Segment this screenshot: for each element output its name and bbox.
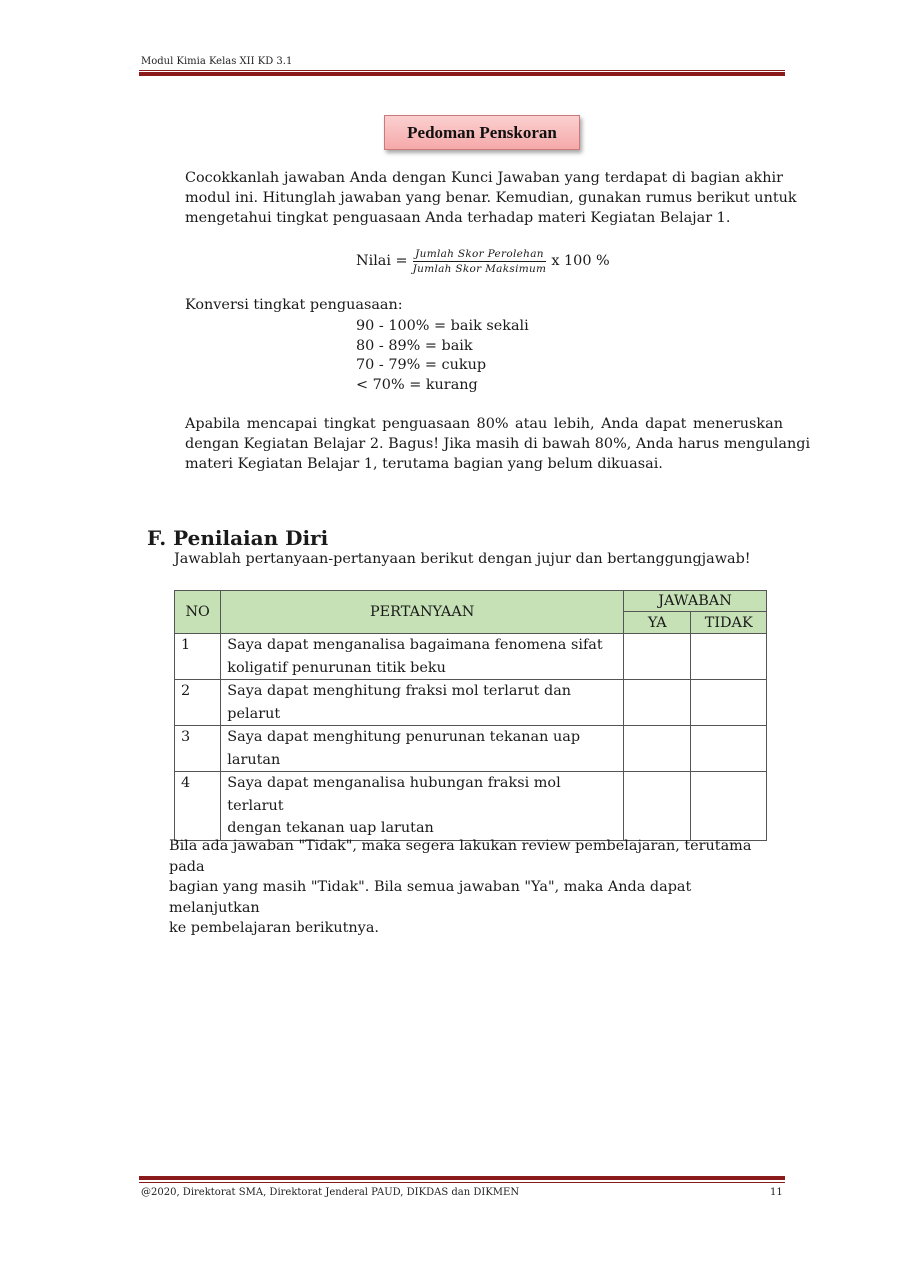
question-cell (221, 680, 624, 726)
conversion-item: 70 - 79% = cukup (356, 357, 487, 374)
answer-tidak-cell[interactable] (691, 680, 767, 726)
question-cell (221, 772, 624, 841)
scoring-guide-title-box: Pedoman Penskoran (384, 115, 580, 150)
formula-numerator: Jumlah Skor Perolehan (415, 247, 544, 260)
header-rule-thick (139, 72, 785, 76)
question-line: pelarut (227, 705, 281, 722)
row-number: 1 (175, 634, 221, 680)
formula-fraction (411, 247, 549, 276)
row-number: 3 (175, 726, 221, 772)
intro-line: modul ini. Hitunglah jawaban yang benar. Kemudian, gunakan rumus berikut untuk (185, 190, 797, 206)
closing-line: Bila ada jawaban "Tidak", maka segera lakukan review pembelajaran, terutama pada (169, 838, 752, 875)
question-line: Saya dapat menghitung fraksi mol terlarut dan (227, 683, 572, 699)
header-text: Modul Kimia Kelas XII KD 3.1 (141, 56, 293, 67)
column-header-answer: JAWABAN (624, 591, 767, 612)
intro-paragraph (185, 168, 797, 228)
conversion-item: 80 - 89% = baik (356, 337, 473, 354)
conversion-list (356, 317, 529, 395)
answer-tidak-cell[interactable] (691, 772, 767, 841)
formula-prefix: Nilai = (356, 253, 408, 269)
column-header-no: NO (175, 591, 221, 634)
row-number: 2 (175, 680, 221, 726)
advice-line: dengan Kegiatan Belajar 2. Bagus! Jika masih di bawah 80%, Anda harus mengulangi (185, 436, 811, 452)
answer-yes-cell[interactable] (624, 726, 691, 772)
answer-tidak-cell[interactable] (691, 634, 767, 680)
footer-text: @2020, Direktorat SMA, Direktorat Jenderal PAUD, DIKDAS dan DIKMEN (141, 1187, 520, 1198)
column-header-tidak: TIDAK (691, 612, 767, 634)
table-row (175, 634, 767, 680)
closing-line: bagian yang masih "Tidak". Bila semua jawaban "Ya", maka Anda dapat melanjutkan (169, 879, 692, 916)
closing-paragraph (169, 836, 769, 939)
advice-paragraph (185, 414, 811, 474)
row-number: 4 (175, 772, 221, 841)
answer-yes-cell[interactable] (624, 634, 691, 680)
question-line: Saya dapat menghitung penurunan tekanan uap (227, 729, 581, 745)
question-line: larutan (227, 751, 281, 768)
section-instruction: Jawablah pertanyaan-pertanyaan berikut dengan jujur dan bertanggungjawab! (174, 551, 751, 567)
answer-tidak-cell[interactable] (691, 726, 767, 772)
header-rule-thin (139, 70, 785, 71)
formula-denominator: Jumlah Skor Maksimum (412, 262, 547, 275)
section-title: F. Penilaian Diri (147, 526, 329, 550)
self-assessment-table (174, 590, 767, 841)
formula-suffix: x 100 % (551, 253, 610, 269)
table-row (175, 772, 767, 841)
column-header-yes: YA (624, 612, 691, 634)
intro-line: Cocokkanlah jawaban Anda dengan Kunci Jawaban yang terdapat di bagian akhir (185, 170, 783, 186)
table-row (175, 680, 767, 726)
table-row (175, 726, 767, 772)
page-number: 11 (770, 1187, 783, 1198)
question-cell (221, 726, 624, 772)
conversion-item: < 70% = kurang (356, 376, 478, 393)
answer-yes-cell[interactable] (624, 680, 691, 726)
footer-rule-thick (139, 1176, 785, 1180)
question-line: koligatif penurunan titik beku (227, 659, 446, 676)
closing-line: ke pembelajaran berikutnya. (169, 920, 379, 936)
question-line: Saya dapat menganalisa bagaimana fenomena sifat (227, 637, 603, 653)
conversion-label: Konversi tingkat penguasaan: (185, 297, 403, 313)
question-line: dengan tekanan uap larutan (227, 820, 434, 836)
footer-rule-thin (139, 1182, 785, 1183)
answer-yes-cell[interactable] (624, 772, 691, 841)
score-formula (356, 243, 610, 279)
advice-line: materi Kegiatan Belajar 1, terutama bagian yang belum dikuasai. (185, 456, 663, 472)
column-header-question: PERTANYAAN (221, 591, 624, 634)
conversion-item: 90 - 100% = baik sekali (356, 318, 529, 334)
question-cell (221, 634, 624, 680)
intro-line: mengetahui tingkat penguasaan Anda terhadap materi Kegiatan Belajar 1. (185, 210, 731, 226)
question-line: Saya dapat menganalisa hubungan fraksi mol terlarut (227, 775, 561, 814)
advice-line: Apabila mencapai tingkat penguasaan 80% atau lebih, Anda dapat meneruskan (185, 416, 783, 432)
